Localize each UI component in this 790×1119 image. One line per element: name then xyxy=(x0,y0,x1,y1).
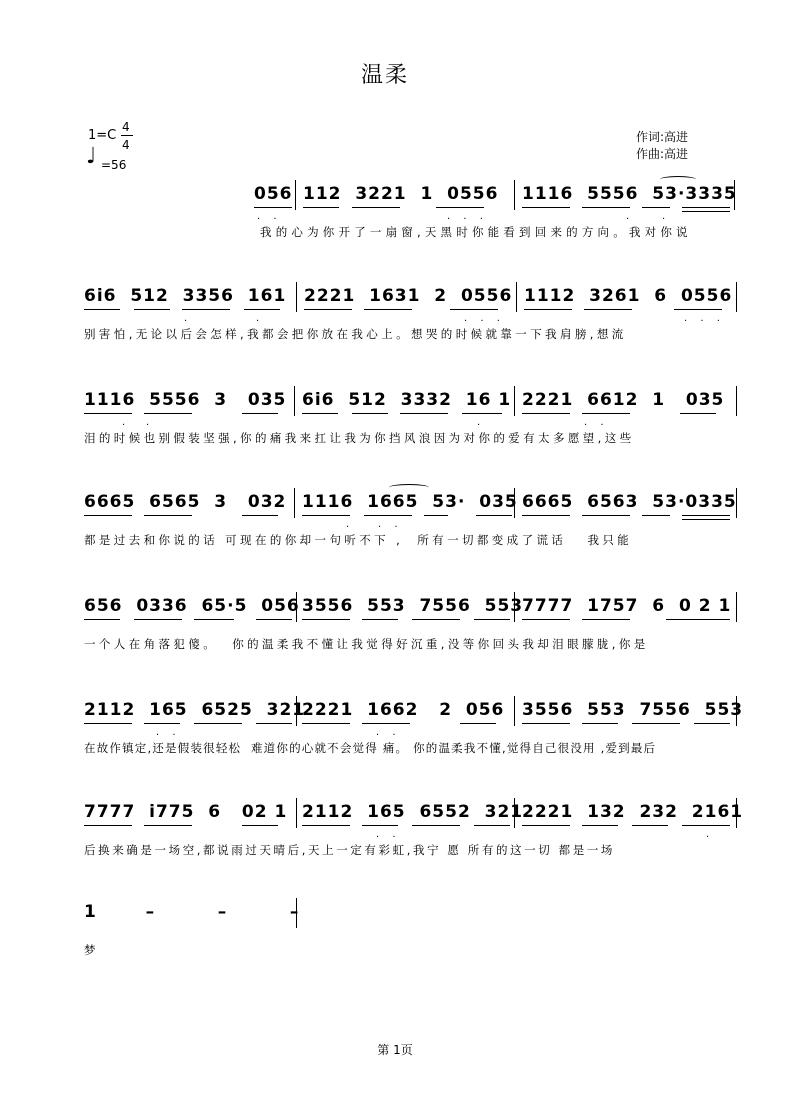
measure: 656 0336 65·5 056 xyxy=(84,596,300,616)
score-row-8 xyxy=(84,898,750,994)
measure: 2112 165 6525 321 xyxy=(84,700,306,720)
measure: 7777 i775 6 02 1 xyxy=(84,802,288,822)
lyrics-line: 别害怕,无论以后会怎样,我都会把你放在我心上。想哭的时候就靠一下我肩膀,想流 xyxy=(84,327,627,341)
barline xyxy=(736,386,737,416)
barline xyxy=(514,488,515,518)
barline xyxy=(734,180,735,210)
measure: 1 – – – xyxy=(84,902,307,922)
measure: 1116 5556 53·3335 xyxy=(522,184,737,204)
lyrics-line: 在故作镇定,还是假装很轻松 难道你的心就不会觉得 痛。 你的温柔我不懂,觉得自己很没用 ,爱到最后 xyxy=(84,741,657,755)
lyrics-line: 一个人在角落犯傻。 你的温柔我不懂让我觉得好沉重,没等你回头我却泪眼朦胧,你是 xyxy=(84,637,649,651)
measure: 6i6 512 3332 16 1 xyxy=(302,390,512,410)
barline xyxy=(514,592,515,622)
score-row-4: 6665 6565 3 032 1116 1665 53· 035 6665 6563 53·0335 · · · 都是过去和你说的话 可现在的你却一句听不下 , 所有一切都变成了谎话 我只能 xyxy=(84,488,750,584)
barline xyxy=(514,386,515,416)
barline xyxy=(736,696,737,726)
measure: 1116 5556 3 035 xyxy=(84,390,287,410)
measure: 6665 6565 3 032 xyxy=(84,492,287,512)
score-row-2: 6i6 512 3356 161 2221 1631 2 0556 1112 3261 6 0556 · · · · · · · · 别害怕,无论以后会怎样,我都会把你放在我心上。想哭的时候就靠一下我肩膀,想流 xyxy=(84,282,750,378)
lyrics-line: 都是过去和你说的话 可现在的你却一句听不下 , 所有一切都变成了谎话 我只能 xyxy=(84,533,633,547)
barline xyxy=(736,488,737,518)
lyrics-line: 泪的时候也别假装坚强,你的痛我来扛让我为你挡风浪因为对你的爱有太多愿望,这些 xyxy=(84,431,635,445)
measure: 112 3221 1 0556 xyxy=(303,184,499,204)
measure-pickup: 056 xyxy=(254,184,293,204)
lyricist-credit: 作词:高进 xyxy=(636,130,689,144)
barline xyxy=(514,696,515,726)
tempo-value: =56 xyxy=(101,158,127,172)
score-row-5 xyxy=(84,592,750,688)
measure: 2221 132 232 2161 xyxy=(522,802,744,822)
song-title: 温柔 xyxy=(360,63,409,88)
score-row-6: 2112 165 6525 321 2221 1662 2 056 3556 553 7556 553 · · · · 在故作镇定,还是假装很轻松 难道你的心就不会觉得 痛。 你的温柔我不懂,觉得自己很没用 ,爱到最后 xyxy=(84,696,750,792)
barline xyxy=(296,282,297,312)
measure: 1112 3261 6 0556 xyxy=(524,286,733,306)
measure: 1116 1665 53· 035 xyxy=(302,492,518,512)
barline xyxy=(736,798,737,828)
score-row-3: 1116 5556 3 035 6i6 512 3332 16 1 2221 6612 1 035 · · · · · 泪的时候也别假装坚强,你的痛我来扛让我为你挡风浪因为对你的爱有太多愿望,这些 xyxy=(84,386,750,482)
barline xyxy=(296,696,297,726)
measure: 3556 553 7556 553 xyxy=(302,596,524,616)
barline xyxy=(736,282,737,312)
lyrics-line: 后换来确是一场空,都说雨过天晴后,天上一定有彩虹,我宁 愿 所有的这一切 都是一场 xyxy=(84,843,616,857)
barline xyxy=(296,798,297,828)
barline xyxy=(294,488,295,518)
measure: 2221 1662 2 056 xyxy=(302,700,505,720)
barline xyxy=(514,180,515,210)
barline xyxy=(296,592,297,622)
time-signature-numerator: 4 xyxy=(122,120,130,134)
barline xyxy=(514,798,515,828)
barline xyxy=(295,180,296,210)
quarter-note-icon: ♩ xyxy=(86,144,97,169)
time-signature-denominator: 4 xyxy=(122,138,130,152)
barline xyxy=(296,898,297,928)
barline xyxy=(736,592,737,622)
measure: 2221 1631 2 0556 xyxy=(304,286,513,306)
measure: 6i6 512 3356 161 xyxy=(84,286,287,306)
score-row-7: 7777 i775 6 02 1 2112 165 6552 321 2221 132 232 2161 · · · 后换来确是一场空,都说雨过天晴后,天上一定有彩虹,我宁 愿 所有的这一切 都是一场 xyxy=(84,798,750,894)
time-signature-divider xyxy=(121,135,133,136)
barline xyxy=(294,386,295,416)
measure: 6665 6563 53·0335 xyxy=(522,492,737,512)
measure: 3556 553 7556 553 xyxy=(522,700,744,720)
measure: 2221 6612 1 035 xyxy=(522,390,725,410)
composer-credit: 作曲:高进 xyxy=(636,147,689,161)
key-signature: 1=C xyxy=(88,128,117,143)
measure: 2112 165 6552 321 xyxy=(302,802,524,822)
barline xyxy=(516,282,517,312)
page-number: 第 1页 xyxy=(377,1043,413,1057)
lyrics-line: 我的心为你开了一扇窗,天黑时你能看到回来的方向。我对你说 xyxy=(260,225,692,239)
score-row-1: 056 112 3221 1 0556 1116 5556 53·3335 · · · · · · · 我的心为你开了一扇窗,天黑时你能看到回来的方向。我对你说 xyxy=(84,180,750,276)
lyrics-line: 梦 xyxy=(84,943,99,957)
measure: 7777 1757 6 0 2 1 xyxy=(522,596,732,616)
